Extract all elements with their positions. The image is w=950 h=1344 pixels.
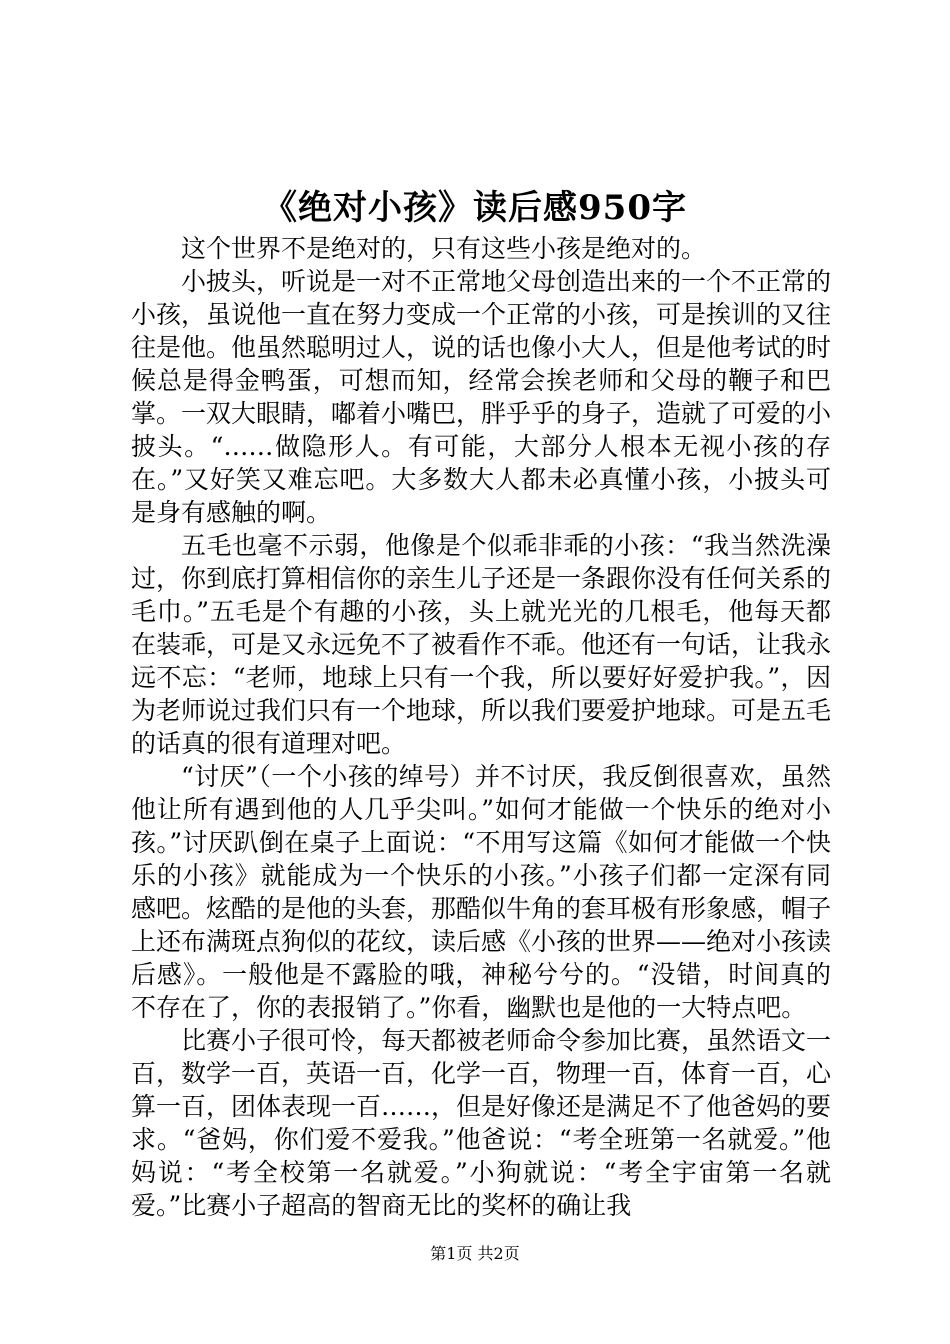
paragraph: 这个世界不是绝对的，只有这些小孩是绝对的。 [181,234,707,263]
page-footer: 第1页 共2页 [430,1244,520,1263]
paragraph: 小披头，听说是一对不正常地父母创造出来的一个不正常的小孩，虽说他一直在努力变成一个正常的小孩，可是挨训的又往往是他。他虽然聪明过人，说的话也像小大人，但是他考试的时候总是得金鸭蛋，可想而知，经常会挨老师和父母的鞭子和巴掌。一双大眼睛，嘟着小嘴巴，胖乎乎的身子，造就了可爱的小披头。“……做隐形人。有可能，大部分人根本无视小孩的存在。”又好笑又难忘吧。大多数大人都未必真懂小孩，小披头可是身有感触的啊。 [131,267,832,527]
document-title: 《绝对小孩》读后感950字 [263,188,687,228]
paragraph: 五毛也毫不示弱，他像是个似乖非乖的小孩：“我当然洗澡过，你到底打算相信你的亲生儿子还是一条跟你没有任何关系的毛巾。”五毛是个有趣的小孩，头上就光光的几根毛，他每天都在装乖，可是又永远免不了被看作不乖。他还有一句话，让我永远不忘：“老师，地球上只有一个我，所以要好好爱护我。”，因为老师说过我们只有一个地球，所以我们要爱护地球。可是五毛的话真的很有道理对吧。 [131,531,832,758]
document-body [131,232,831,1222]
paragraph: “讨厌”（一个小孩的绰号）并不讨厌，我反倒很喜欢，虽然他让所有遇到他的人几乎尖叫。”如何才能做一个快乐的绝对小孩。”讨厌趴倒在桌子上面说：“不用写这篇《如何才能做一个快乐的小孩》就能成为一个快乐的小孩。”小孩子们都一定深有同感吧。炫酷的是他的头套，那酷似牛角的套耳极有形象感，帽子上还布满斑点狗似的花纹，读后感《小孩的世界——绝对小孩读后感》。一般他是不露脸的哦，神秘兮兮的。“没错，时间真的不存在了，你的表报销了。”你看，幽默也是他的一大特点吧。 [131,762,832,1022]
paragraph: 比赛小子很可怜，每天都被老师命令参加比赛，虽然语文一百，数学一百，英语一百，化学一百，物理一百，体育一百，心算一百，团体表现一百……，但是好像还是满足不了他爸妈的要求。“爸妈，你们爱不爱我。”他爸说：“考全班第一名就爱。”他妈说：“考全校第一名就爱。”小狗就说：“考全宇宙第一名就爱。”比赛小子超高的智商无比的奖杯的确让我 [131,1026,832,1220]
